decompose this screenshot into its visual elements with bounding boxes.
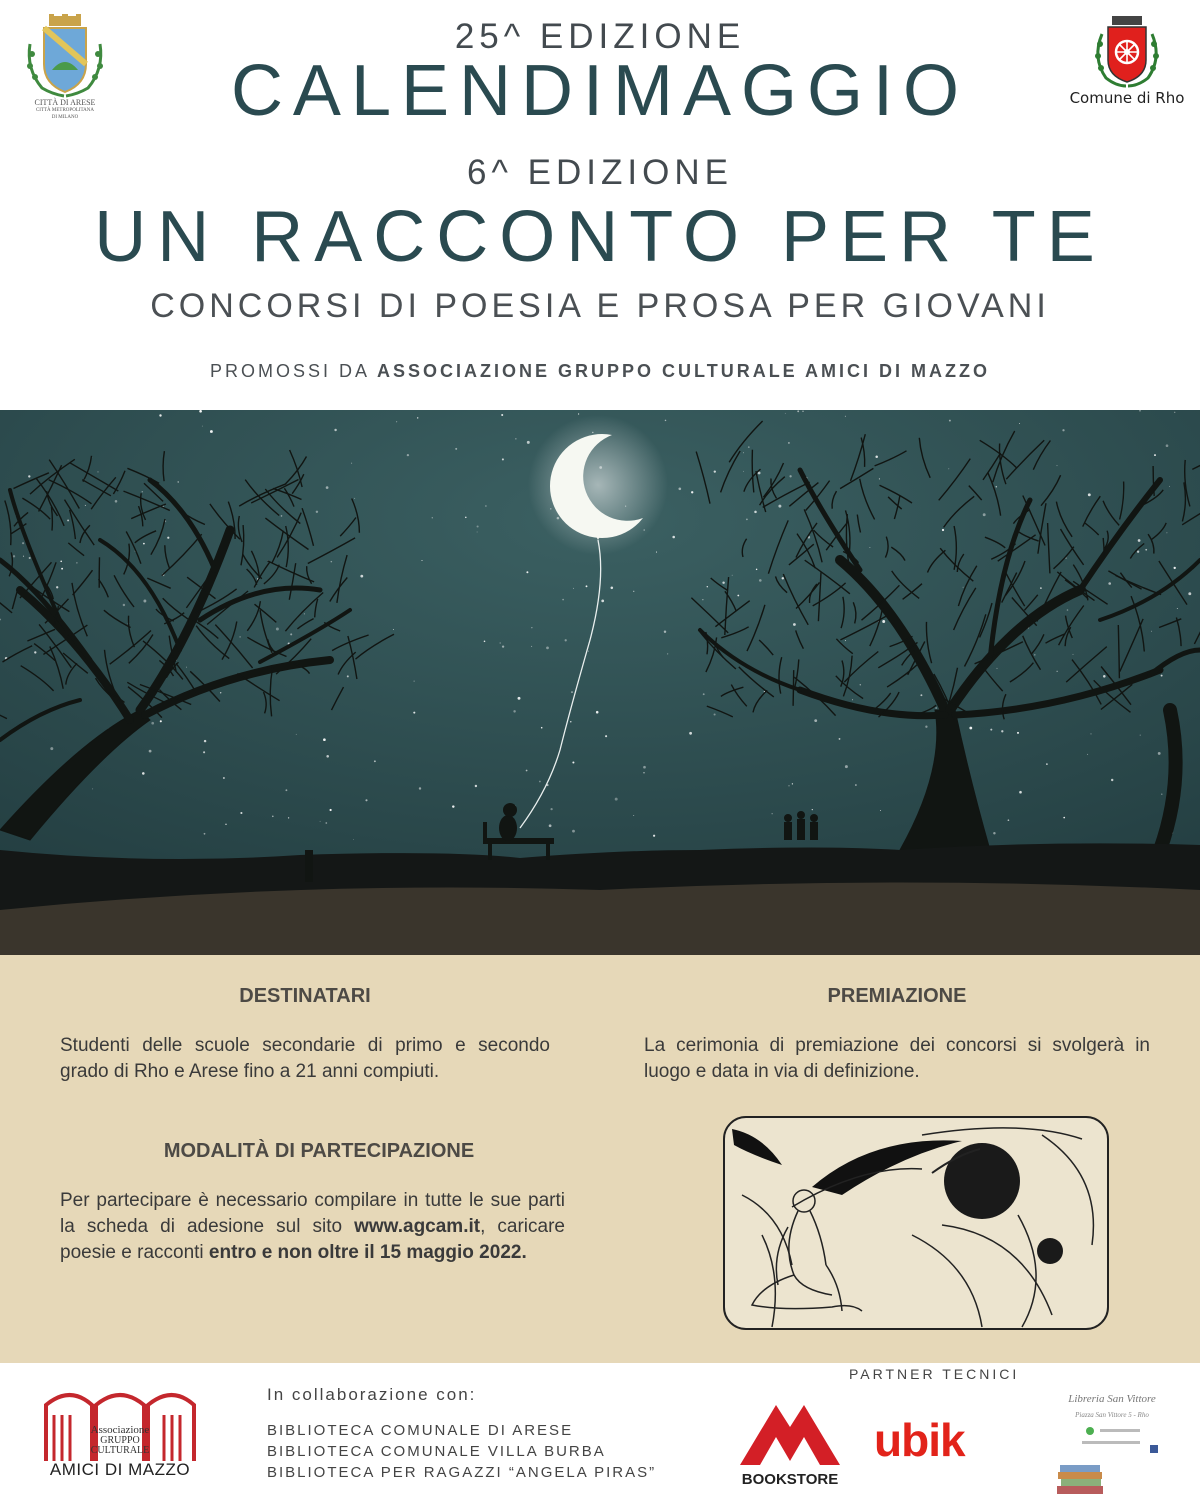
star xyxy=(689,732,692,735)
star xyxy=(290,633,292,635)
star xyxy=(1090,733,1091,734)
star xyxy=(948,468,949,469)
star xyxy=(969,727,972,730)
premiazione-text: La cerimonia di premiazione dei concorsi si svolgerà in luogo e data in via di definizione. xyxy=(644,1035,1150,1082)
star xyxy=(60,561,62,563)
star xyxy=(852,699,853,700)
star xyxy=(1056,465,1057,466)
star xyxy=(149,750,152,753)
star xyxy=(334,429,336,431)
star xyxy=(465,517,466,518)
star xyxy=(860,684,861,685)
poster-footer xyxy=(0,1363,1200,1500)
star xyxy=(353,839,354,840)
night-scene-graphic xyxy=(0,410,1200,955)
star xyxy=(1073,654,1074,655)
svg-text:GRUPPO: GRUPPO xyxy=(100,1435,140,1446)
star xyxy=(288,817,289,818)
star xyxy=(76,562,77,563)
arese-caption-2: CITTÀ METROPOLITANA xyxy=(35,108,95,113)
star xyxy=(882,620,885,623)
star xyxy=(477,532,478,533)
promoted-prefix: PROMOSSI DA xyxy=(209,361,369,381)
star xyxy=(570,721,571,722)
star xyxy=(56,586,58,588)
star xyxy=(502,645,504,647)
star xyxy=(419,787,421,789)
bookstore-m-icon xyxy=(734,1399,846,1469)
star xyxy=(869,547,870,548)
star xyxy=(210,430,213,433)
star xyxy=(325,822,327,824)
star xyxy=(778,505,781,508)
arese-caption-3: DI MILANO xyxy=(51,115,79,120)
star xyxy=(601,600,604,603)
star xyxy=(1111,779,1113,781)
agcam-link[interactable]: www.agcam.it xyxy=(354,1216,481,1237)
star xyxy=(1174,567,1176,569)
rho-caption: Comune di Rho xyxy=(1069,89,1185,107)
star xyxy=(743,471,744,472)
star xyxy=(611,587,614,590)
star xyxy=(326,755,329,758)
star xyxy=(573,588,574,589)
star xyxy=(572,830,575,833)
star xyxy=(963,587,964,588)
star xyxy=(186,667,187,668)
star xyxy=(34,651,36,653)
star xyxy=(365,799,367,801)
star xyxy=(1063,817,1065,819)
star xyxy=(1138,539,1141,542)
amici-di-mazzo-logo xyxy=(40,1385,200,1485)
star xyxy=(788,785,789,786)
star xyxy=(199,410,202,413)
calendimaggio-edition: 25^ EDIZIONE xyxy=(454,17,746,56)
star xyxy=(61,568,63,570)
star xyxy=(839,738,841,740)
star xyxy=(1137,551,1139,553)
star xyxy=(518,697,521,700)
star xyxy=(748,446,750,448)
star xyxy=(549,824,552,827)
collaboration-line-2: BIBLIOTECA COMUNALE VILLA BURBA xyxy=(267,1443,606,1460)
collaboration-line-1: BIBLIOTECA COMUNALE DI ARESE xyxy=(267,1422,574,1439)
star xyxy=(678,487,681,490)
star xyxy=(331,561,333,563)
star xyxy=(667,653,668,654)
star xyxy=(633,815,634,816)
star xyxy=(1151,631,1152,632)
star xyxy=(793,623,796,626)
star xyxy=(1174,412,1175,413)
walking-people xyxy=(784,811,818,840)
star xyxy=(546,647,549,650)
star xyxy=(323,738,326,741)
star xyxy=(1154,454,1156,456)
star xyxy=(143,543,145,545)
mondadori-bookstore-logo xyxy=(734,1399,846,1495)
star xyxy=(665,420,667,422)
star xyxy=(1158,752,1161,755)
modalita-heading: MODALITÀ DI PARTECIPAZIONE xyxy=(163,1140,475,1162)
modalita-text xyxy=(60,1188,565,1266)
star xyxy=(596,711,599,714)
star xyxy=(942,529,944,531)
star xyxy=(565,639,567,641)
star xyxy=(588,651,589,652)
star xyxy=(50,747,53,750)
star xyxy=(204,833,206,835)
libreria-san-vittore-logo xyxy=(1052,1393,1172,1498)
star xyxy=(531,646,532,647)
star xyxy=(732,575,733,576)
star xyxy=(167,537,169,539)
star xyxy=(485,505,487,507)
star xyxy=(586,585,588,587)
star xyxy=(1062,429,1064,431)
star xyxy=(432,517,433,518)
star xyxy=(477,525,479,527)
star xyxy=(1139,410,1141,412)
star xyxy=(737,595,739,597)
star xyxy=(664,630,666,632)
star xyxy=(879,478,880,479)
star xyxy=(754,511,757,514)
star xyxy=(123,604,125,606)
star xyxy=(97,471,98,472)
star xyxy=(159,414,161,416)
star xyxy=(1067,609,1069,611)
star xyxy=(792,783,793,784)
star xyxy=(643,766,646,769)
star xyxy=(983,513,986,516)
star xyxy=(526,770,528,772)
premiazione-heading: PREMIAZIONE xyxy=(827,985,967,1007)
destinatari-heading: DESTINATARI xyxy=(239,985,371,1007)
star xyxy=(28,475,30,477)
star xyxy=(513,710,515,712)
star xyxy=(501,414,503,416)
star xyxy=(1108,582,1111,585)
star xyxy=(1088,493,1091,496)
star xyxy=(326,486,329,489)
contest-subtitle: CONCORSI DI POESIA E PROSA PER GIOVANI xyxy=(150,287,1050,325)
star xyxy=(142,491,143,492)
star xyxy=(814,719,817,722)
star xyxy=(571,691,573,693)
star xyxy=(1057,671,1058,672)
star xyxy=(562,599,564,601)
star xyxy=(203,751,205,753)
amm-logo-icon xyxy=(40,1385,200,1485)
star xyxy=(633,591,634,592)
star xyxy=(997,668,998,669)
star xyxy=(656,552,657,553)
seated-figure-drawing xyxy=(722,1115,1110,1331)
star xyxy=(605,735,607,737)
star xyxy=(949,420,951,422)
star xyxy=(422,560,423,561)
bookstore-label: BOOKSTORE xyxy=(741,1471,839,1488)
star xyxy=(743,452,744,453)
star xyxy=(13,555,15,557)
night-scene-illustration xyxy=(0,410,1200,955)
star xyxy=(746,519,748,521)
star xyxy=(142,772,145,775)
svg-text:CULTURALE: CULTURALE xyxy=(90,1445,150,1456)
star xyxy=(1188,592,1191,595)
star xyxy=(360,575,363,578)
star xyxy=(304,613,305,614)
star xyxy=(151,722,154,725)
star xyxy=(29,557,31,559)
collaboration-title: In collaborazione con: xyxy=(267,1385,477,1404)
star xyxy=(455,448,457,450)
star xyxy=(22,542,24,544)
star xyxy=(759,579,762,582)
star xyxy=(691,491,693,493)
star xyxy=(782,577,784,579)
star xyxy=(178,481,179,482)
racconto-edition: 6^ EDIZIONE xyxy=(467,153,733,192)
promoted-by-line xyxy=(0,361,1200,382)
star xyxy=(1177,608,1178,609)
star xyxy=(756,569,757,570)
star xyxy=(407,454,409,456)
star xyxy=(204,740,206,742)
star xyxy=(880,810,881,811)
star xyxy=(276,628,279,631)
star xyxy=(502,458,504,460)
star xyxy=(707,586,708,587)
star xyxy=(788,442,790,444)
star xyxy=(374,760,376,762)
star xyxy=(500,642,501,643)
star xyxy=(526,571,528,573)
star xyxy=(1001,730,1003,732)
star xyxy=(714,713,716,715)
star xyxy=(143,600,146,603)
star xyxy=(1019,423,1020,424)
star xyxy=(347,675,349,677)
star xyxy=(703,693,705,695)
calendimaggio-title: CALENDIMAGGIO xyxy=(230,51,970,131)
star xyxy=(413,712,415,714)
star xyxy=(351,463,352,464)
star xyxy=(1166,532,1167,533)
star xyxy=(1017,732,1019,734)
star xyxy=(845,765,848,768)
star xyxy=(797,410,799,412)
star xyxy=(615,798,618,801)
star xyxy=(789,475,791,477)
star xyxy=(993,832,995,834)
post-silhouette xyxy=(305,850,313,882)
star xyxy=(1103,675,1106,678)
star xyxy=(643,772,644,773)
star xyxy=(85,505,86,506)
star xyxy=(1161,675,1163,677)
star xyxy=(925,726,927,728)
star xyxy=(550,808,552,810)
star xyxy=(354,498,355,499)
star xyxy=(240,812,242,814)
star xyxy=(1145,549,1147,551)
twig xyxy=(793,670,794,706)
star xyxy=(572,761,574,763)
star xyxy=(845,416,846,417)
arese-caption-1: CITTÀ DI ARESE xyxy=(34,98,96,107)
partners-title: PARTNER TECNICI xyxy=(849,1366,1020,1382)
star xyxy=(1008,819,1010,821)
star xyxy=(220,692,221,693)
star xyxy=(702,599,703,600)
star xyxy=(785,413,786,414)
star xyxy=(281,515,283,517)
star xyxy=(875,455,878,458)
star xyxy=(160,720,162,722)
star xyxy=(1140,735,1141,736)
star xyxy=(935,707,936,708)
racconto-title: UN RACCONTO PER TE xyxy=(94,197,1106,277)
star xyxy=(1019,791,1022,794)
libreria-address: Piazza San Vittore 5 - Rho xyxy=(1075,1411,1149,1419)
star xyxy=(202,426,203,427)
star xyxy=(67,519,69,521)
book-stack-icon xyxy=(1052,1393,1172,1498)
star xyxy=(920,694,922,696)
star xyxy=(527,441,530,444)
star xyxy=(672,536,675,539)
star xyxy=(223,777,225,779)
info-section xyxy=(0,955,1200,1363)
star xyxy=(541,727,543,729)
star xyxy=(285,789,287,791)
star xyxy=(296,734,297,735)
star xyxy=(722,581,724,583)
star xyxy=(1040,587,1042,589)
star xyxy=(272,816,274,818)
libreria-name: Libreria San Vittore xyxy=(1068,1393,1156,1405)
star xyxy=(330,809,332,811)
star xyxy=(578,413,579,414)
star xyxy=(417,417,418,418)
star xyxy=(452,805,454,807)
star xyxy=(845,640,846,641)
svg-text:AMICI DI MAZZO: AMICI DI MAZZO xyxy=(49,1460,191,1479)
star xyxy=(531,627,532,628)
star xyxy=(653,835,655,837)
star xyxy=(396,421,397,422)
star xyxy=(225,824,226,825)
star xyxy=(393,629,394,630)
deadline-text: entro e non oltre il 15 maggio 2022. xyxy=(208,1242,527,1263)
poster-header xyxy=(0,0,1200,410)
star xyxy=(996,486,998,488)
star xyxy=(320,821,321,822)
collaboration-line-3: BIBLIOTECA PER RAGAZZI “ANGELA PIRAS” xyxy=(267,1464,657,1481)
star xyxy=(802,411,803,412)
star xyxy=(239,636,241,638)
star xyxy=(772,813,773,814)
star xyxy=(812,809,813,810)
ubik-logo: ubik xyxy=(874,1414,965,1466)
star xyxy=(414,681,415,682)
star xyxy=(115,500,118,503)
star xyxy=(316,511,318,513)
star xyxy=(539,781,541,783)
promoted-org: ASSOCIAZIONE GRUPPO CULTURALE AMICI DI MAZZO xyxy=(377,361,991,381)
star xyxy=(1166,444,1169,447)
star xyxy=(1161,794,1162,795)
destinatari-text: Studenti delle scuole secondarie di primo e secondo grado di Rho e Arese fino a 21 anni compiuti. xyxy=(60,1035,550,1082)
star xyxy=(1169,486,1170,487)
star xyxy=(990,729,992,731)
line-art-illustration xyxy=(722,1115,1110,1331)
star xyxy=(475,785,477,787)
star xyxy=(1046,763,1048,765)
star xyxy=(92,788,93,789)
modalita-text-2: , caricare poesie e racconti xyxy=(60,1216,565,1263)
svg-text:Associazione: Associazione xyxy=(90,1424,150,1436)
star xyxy=(484,641,486,643)
star xyxy=(23,556,24,557)
star xyxy=(1087,754,1088,755)
star xyxy=(515,438,516,439)
star xyxy=(714,470,716,472)
star xyxy=(855,784,857,786)
modalita-text-1: Per partecipare è necessario compilare in tutte le sue parti la scheda di adesione sul sito xyxy=(60,1190,565,1237)
star xyxy=(1034,654,1035,655)
